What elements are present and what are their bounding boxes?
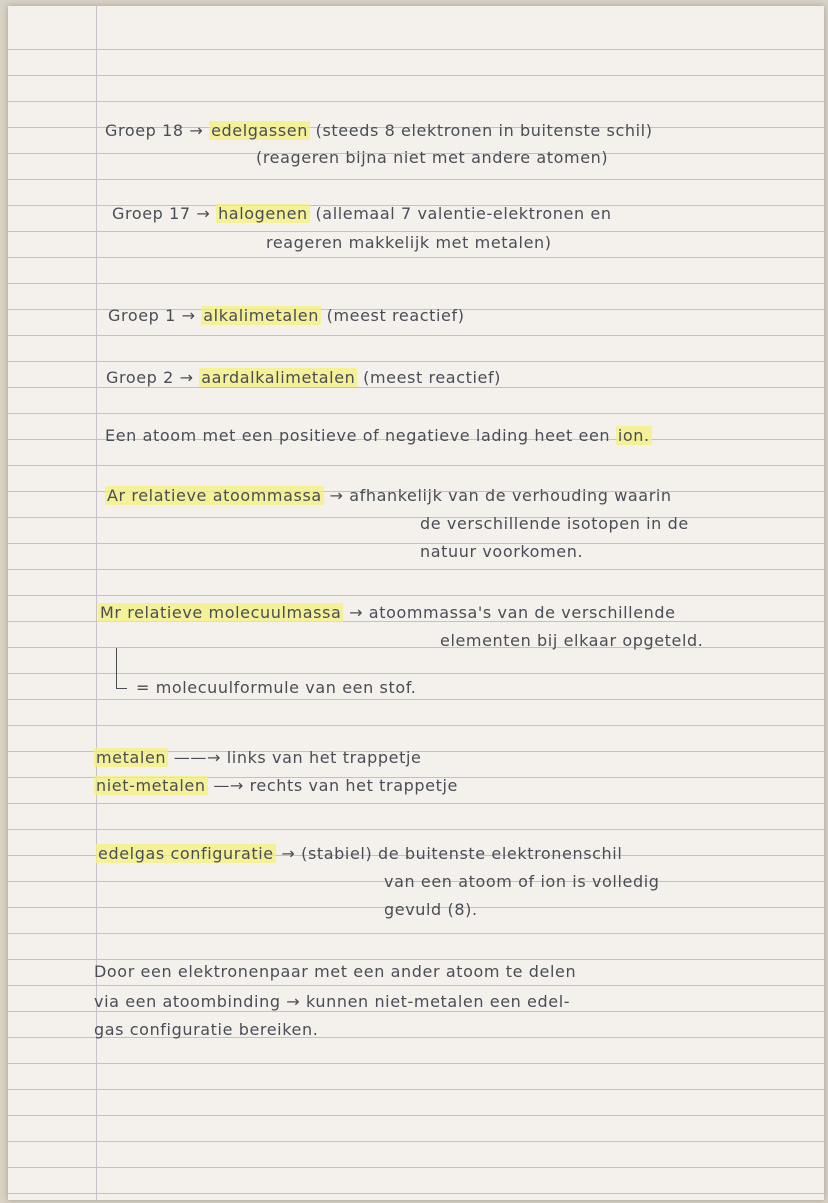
edelgassen-term: edelgassen [211, 121, 308, 140]
edelgas-line [96, 844, 622, 863]
metalen-desc: links van het trappetje [226, 748, 422, 767]
groep17-continuation: reageren makkelijk met metalen) [266, 233, 552, 252]
ar-line [105, 486, 672, 505]
groep2-label: Groep 2 [106, 368, 174, 387]
groep1-label: Groep 1 [108, 306, 176, 325]
arrow-icon: → [189, 121, 204, 140]
ion-sentence: Een atoom met een positieve of negatieve lading heet een [105, 426, 616, 445]
ar-continuation-2: natuur voorkomen. [420, 542, 584, 561]
aardalkalimetalen-term: aardalkalimetalen [201, 368, 356, 387]
groep2-desc: (meest reactief) [357, 368, 502, 387]
arrow-icon: → [196, 204, 211, 223]
door-line-3: gas configuratie bereiken. [94, 1020, 319, 1039]
mr-line [98, 603, 676, 622]
edelgas-continuation-2: gevuld (8). [384, 900, 478, 919]
metalen-line [94, 748, 421, 767]
bracket-arrow-icon [116, 648, 127, 689]
arrow-icon: → [349, 603, 364, 622]
arrow-icon: → [179, 368, 194, 387]
arrow-icon: → [181, 306, 196, 325]
mr-desc: atoommassa's van de verschillende [368, 603, 676, 622]
groep1-desc: (meest reactief) [320, 306, 465, 325]
groep2-line [106, 368, 501, 387]
mr-continuation: elementen bij elkaar opgeteld. [440, 631, 704, 650]
groep18-line [105, 121, 653, 140]
halogenen-term: halogenen [218, 204, 308, 223]
metalen-term: metalen [96, 748, 167, 767]
edelgas-configuratie-term: edelgas configuratie [98, 844, 274, 863]
arrow-icon: → [281, 844, 296, 863]
edelgas-desc: (stabiel) de buitenste elektronenschil [301, 844, 623, 863]
groep18-label: Groep 18 [105, 121, 184, 140]
niet-metalen-line [94, 776, 458, 795]
notebook-page [8, 6, 824, 1200]
groep1-line [108, 306, 465, 325]
ar-desc: afhankelijk van de verhouding waarin [349, 486, 672, 505]
arrow-icon: → [329, 486, 344, 505]
mr-sub-line: = molecuulformule van een stof. [136, 678, 417, 697]
mr-term: Mr relatieve molecuulmassa [100, 603, 342, 622]
long-arrow-icon: —→ [213, 776, 244, 795]
niet-metalen-term: niet-metalen [96, 776, 206, 795]
long-arrow-icon: ——→ [173, 748, 222, 767]
groep17-label: Groep 17 [112, 204, 191, 223]
groep18-desc: (steeds 8 elektronen in buitenste schil) [309, 121, 653, 140]
groep18-continuation: (reageren bijna niet met andere atomen) [256, 148, 609, 167]
ion-line [105, 426, 652, 445]
ar-continuation-1: de verschillende isotopen in de [420, 514, 689, 533]
door-line-2: via een atoombinding → kunnen niet-metalen een edel- [94, 992, 571, 1011]
ion-term: ion. [617, 426, 650, 445]
alkalimetalen-term: alkalimetalen [203, 306, 319, 325]
groep17-line [112, 204, 612, 223]
edelgas-continuation-1: van een atoom of ion is volledig [384, 872, 660, 891]
door-line-1: Door een elektronenpaar met een ander atoom te delen [94, 962, 577, 981]
niet-metalen-desc: rechts van het trappetje [249, 776, 458, 795]
groep17-desc: (allemaal 7 valentie-elektronen en [309, 204, 612, 223]
ar-term: Ar relatieve atoommassa [107, 486, 322, 505]
